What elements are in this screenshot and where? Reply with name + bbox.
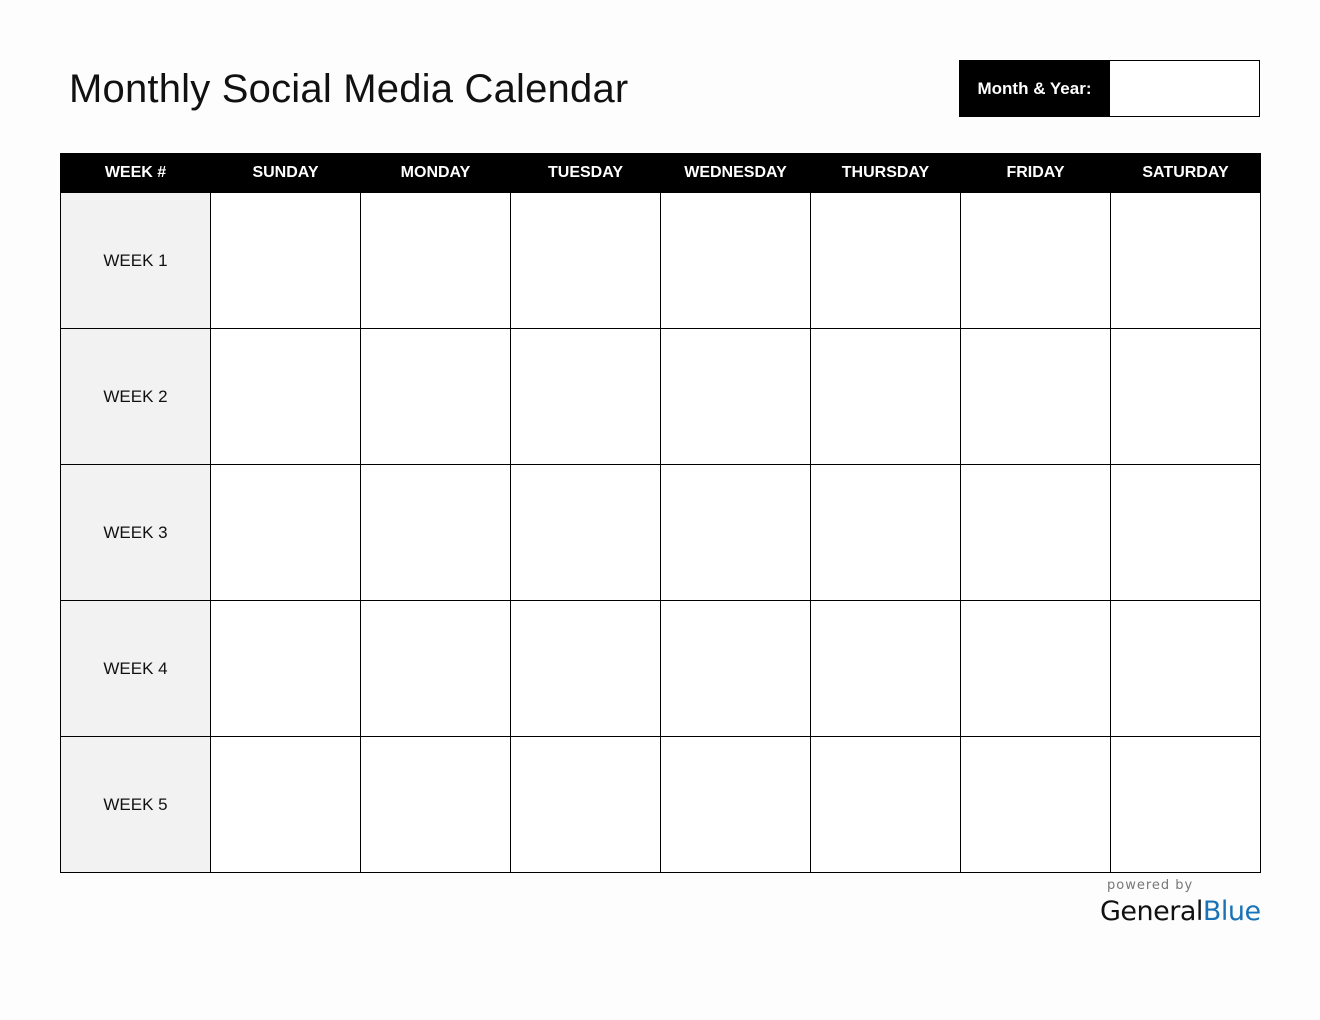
header-thursday: THURSDAY bbox=[811, 154, 961, 193]
week-label: WEEK 4 bbox=[61, 601, 211, 737]
day-cell[interactable] bbox=[361, 601, 511, 737]
day-cell[interactable] bbox=[511, 329, 661, 465]
day-cell[interactable] bbox=[361, 193, 511, 329]
day-cell[interactable] bbox=[961, 329, 1111, 465]
day-cell[interactable] bbox=[511, 193, 661, 329]
header-tuesday: TUESDAY bbox=[511, 154, 661, 193]
header-saturday: SATURDAY bbox=[1111, 154, 1261, 193]
header-wednesday: WEDNESDAY bbox=[661, 154, 811, 193]
header-week-number: WEEK # bbox=[61, 154, 211, 193]
day-cell[interactable] bbox=[211, 465, 361, 601]
week-row bbox=[61, 465, 1261, 601]
day-cell[interactable] bbox=[361, 737, 511, 873]
day-cell[interactable] bbox=[811, 193, 961, 329]
brand-logo bbox=[1100, 877, 1260, 929]
day-cell[interactable] bbox=[211, 329, 361, 465]
day-cell[interactable] bbox=[811, 601, 961, 737]
brand-name bbox=[1100, 895, 1260, 929]
week-label: WEEK 1 bbox=[61, 193, 211, 329]
header-friday: FRIDAY bbox=[961, 154, 1111, 193]
day-cell[interactable] bbox=[961, 737, 1111, 873]
week-row bbox=[61, 193, 1261, 329]
day-cell[interactable] bbox=[511, 737, 661, 873]
calendar-table bbox=[60, 153, 1261, 873]
day-cell[interactable] bbox=[811, 465, 961, 601]
header-sunday: SUNDAY bbox=[211, 154, 361, 193]
header-monday: MONDAY bbox=[361, 154, 511, 193]
day-cell[interactable] bbox=[1111, 737, 1261, 873]
day-cell[interactable] bbox=[211, 193, 361, 329]
page-title: Monthly Social Media Calendar bbox=[69, 67, 629, 111]
day-cell[interactable] bbox=[961, 465, 1111, 601]
month-year-input[interactable] bbox=[1110, 60, 1260, 117]
day-cell[interactable] bbox=[961, 601, 1111, 737]
day-cell[interactable] bbox=[211, 601, 361, 737]
day-cell[interactable] bbox=[1111, 601, 1261, 737]
brand-name-blue: Blue bbox=[1202, 896, 1261, 927]
day-cell[interactable] bbox=[1111, 329, 1261, 465]
day-cell[interactable] bbox=[661, 737, 811, 873]
day-cell[interactable] bbox=[511, 465, 661, 601]
week-label: WEEK 3 bbox=[61, 465, 211, 601]
week-label: WEEK 2 bbox=[61, 329, 211, 465]
day-cell[interactable] bbox=[811, 737, 961, 873]
header-row bbox=[61, 154, 1261, 193]
day-cell[interactable] bbox=[661, 329, 811, 465]
day-cell[interactable] bbox=[1111, 465, 1261, 601]
day-cell[interactable] bbox=[361, 329, 511, 465]
month-year-label: Month & Year: bbox=[959, 60, 1110, 117]
day-cell[interactable] bbox=[661, 193, 811, 329]
week-row bbox=[61, 737, 1261, 873]
day-cell[interactable] bbox=[961, 193, 1111, 329]
week-label: WEEK 5 bbox=[61, 737, 211, 873]
powered-by-label: powered by bbox=[1107, 878, 1194, 893]
week-row bbox=[61, 601, 1261, 737]
day-cell[interactable] bbox=[1111, 193, 1261, 329]
week-row bbox=[61, 329, 1261, 465]
day-cell[interactable] bbox=[661, 601, 811, 737]
month-year-field bbox=[959, 60, 1260, 117]
day-cell[interactable] bbox=[661, 465, 811, 601]
day-cell[interactable] bbox=[361, 465, 511, 601]
day-cell[interactable] bbox=[211, 737, 361, 873]
day-cell[interactable] bbox=[811, 329, 961, 465]
brand-name-general: General bbox=[1100, 896, 1203, 927]
day-cell[interactable] bbox=[511, 601, 661, 737]
